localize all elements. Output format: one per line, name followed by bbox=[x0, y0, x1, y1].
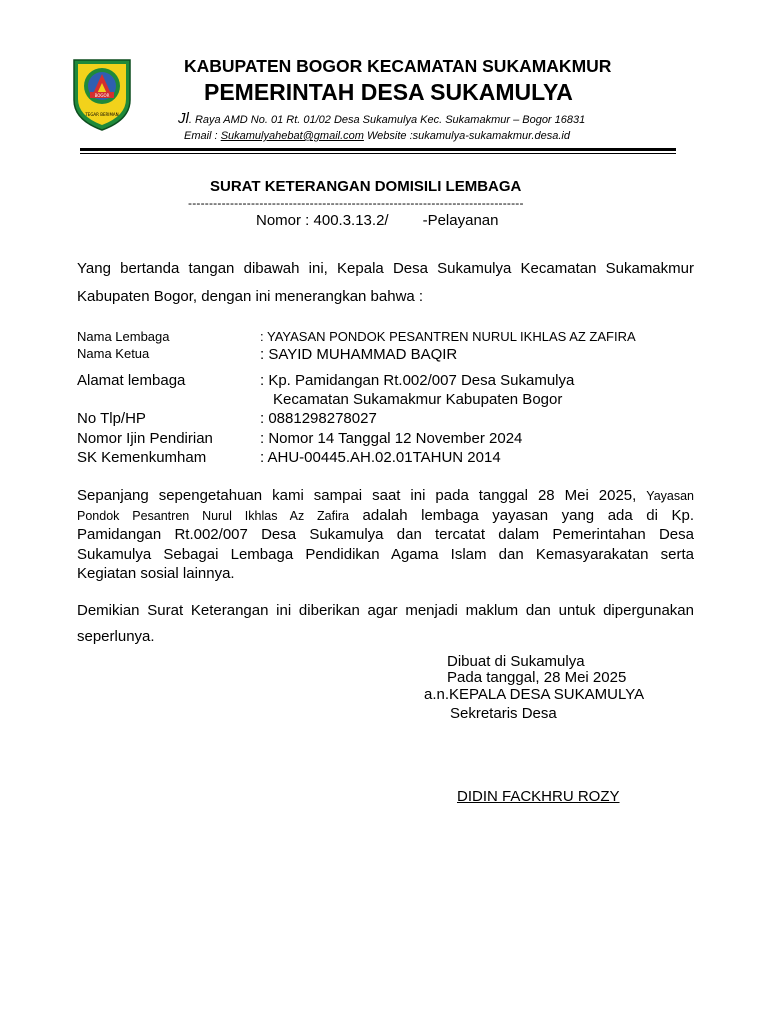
body-line-1 bbox=[77, 487, 694, 504]
letter-title: SURAT KETERANGAN DOMISILI LEMBAGA bbox=[210, 178, 522, 195]
body-line-2 bbox=[77, 507, 694, 524]
nomor-label: Nomor : 400.3.13.2/ bbox=[256, 212, 389, 229]
intro-line-1: Yang bertanda tangan dibawah ini, Kepala Desa Sukamulya Kecamatan Sukamakmur bbox=[77, 260, 694, 277]
field-value: Kecamatan Sukamakmur Kabupaten Bogor bbox=[273, 391, 563, 408]
closing-line-1: Demikian Surat Keterangan ini diberikan agar menjadi maklum dan untuk dipergunakan bbox=[77, 602, 694, 619]
field-value: : SAYID MUHAMMAD BAQIR bbox=[260, 346, 458, 363]
body-text-small: Yayasan bbox=[646, 489, 694, 503]
email-link[interactable]: Sukamulyahebat@gmail.com bbox=[220, 130, 364, 142]
body-line-5: Kegiatan sosial lainnya. bbox=[77, 565, 235, 582]
address-prefix: Jl bbox=[178, 110, 189, 127]
field-label: Nomor Ijin Pendirian bbox=[77, 430, 213, 447]
closing-line-2: seperlunya. bbox=[77, 628, 155, 645]
letterhead-contact bbox=[184, 130, 570, 142]
field-value: : YAYASAN PONDOK PESANTREN NURUL IKHLAS AZ ZAFIRA bbox=[260, 329, 636, 344]
letterhead-rule-thin bbox=[80, 153, 676, 154]
signatory-name: DIDIN FACKHRU ROZY bbox=[457, 788, 620, 805]
letterhead-regency: KABUPATEN BOGOR KECAMATAN SUKAMAKMUR bbox=[184, 56, 612, 76]
logo-mid-text: BOGOR bbox=[94, 93, 110, 98]
field-label: Nama Lembaga bbox=[77, 329, 170, 344]
signature-date: Pada tanggal, 28 Mei 2025 bbox=[447, 669, 627, 686]
nomor-suffix: -Pelayanan bbox=[422, 212, 499, 229]
field-value: : 0881298278027 bbox=[260, 410, 377, 427]
title-divider: -------------------------------------------------------------------------------- bbox=[188, 196, 524, 210]
letterhead-village-government: PEMERINTAH DESA SUKAMULYA bbox=[204, 79, 573, 105]
intro-line-2: Kabupaten Bogor, dengan ini menerangkan bahwa : bbox=[77, 288, 424, 305]
field-label: No Tlp/HP bbox=[77, 410, 146, 427]
signature-place: Dibuat di Sukamulya bbox=[447, 653, 585, 670]
logo-motto-text: TEGAR BERIMAN bbox=[85, 112, 119, 117]
letterhead-rule-thick bbox=[80, 148, 676, 151]
body-line-3: Pamidangan Rt.002/007 Desa Sukamulya dan tercatat dalam Pemerintahan Desa bbox=[77, 526, 694, 543]
field-value: : Nomor 14 Tanggal 12 November 2024 bbox=[260, 430, 523, 447]
body-line-4: Sukamulya Sebagai Lembaga Pendidikan Agama Islam dan Kemasyarakatan serta bbox=[77, 546, 694, 563]
field-label: SK Kemenkumham bbox=[77, 449, 207, 466]
field-value: : AHU-00445.AH.02.01TAHUN 2014 bbox=[260, 449, 501, 466]
email-label: Email : bbox=[184, 130, 221, 142]
field-value: : Kp. Pamidangan Rt.002/007 Desa Sukamulya bbox=[260, 372, 575, 389]
field-label: Alamat lembaga bbox=[77, 372, 186, 389]
letterhead-address bbox=[178, 110, 585, 127]
website-text: Website :sukamulya-sukamakmur.desa.id bbox=[363, 130, 570, 142]
body-text: adalah lembaga yayasan yang ada di Kp. bbox=[362, 507, 694, 524]
signature-on-behalf: a.n.KEPALA DESA SUKAMULYA bbox=[424, 686, 645, 703]
letter-number bbox=[256, 212, 498, 229]
body-text-small: Pondok Pesantren Nurul Ikhlas Az Zafira bbox=[77, 509, 349, 523]
body-text: Sepanjang sepengetahuan kami sampai saat ini pada tanggal 28 Mei 2025, bbox=[77, 487, 637, 504]
signature-position: Sekretaris Desa bbox=[450, 705, 557, 722]
bogor-regency-emblem bbox=[70, 56, 134, 132]
address-text: . Raya AMD No. 01 Rt. 01/02 Desa Sukamulya Kec. Sukamakmur – Bogor 16831 bbox=[188, 114, 586, 126]
field-label: Nama Ketua bbox=[77, 346, 150, 361]
